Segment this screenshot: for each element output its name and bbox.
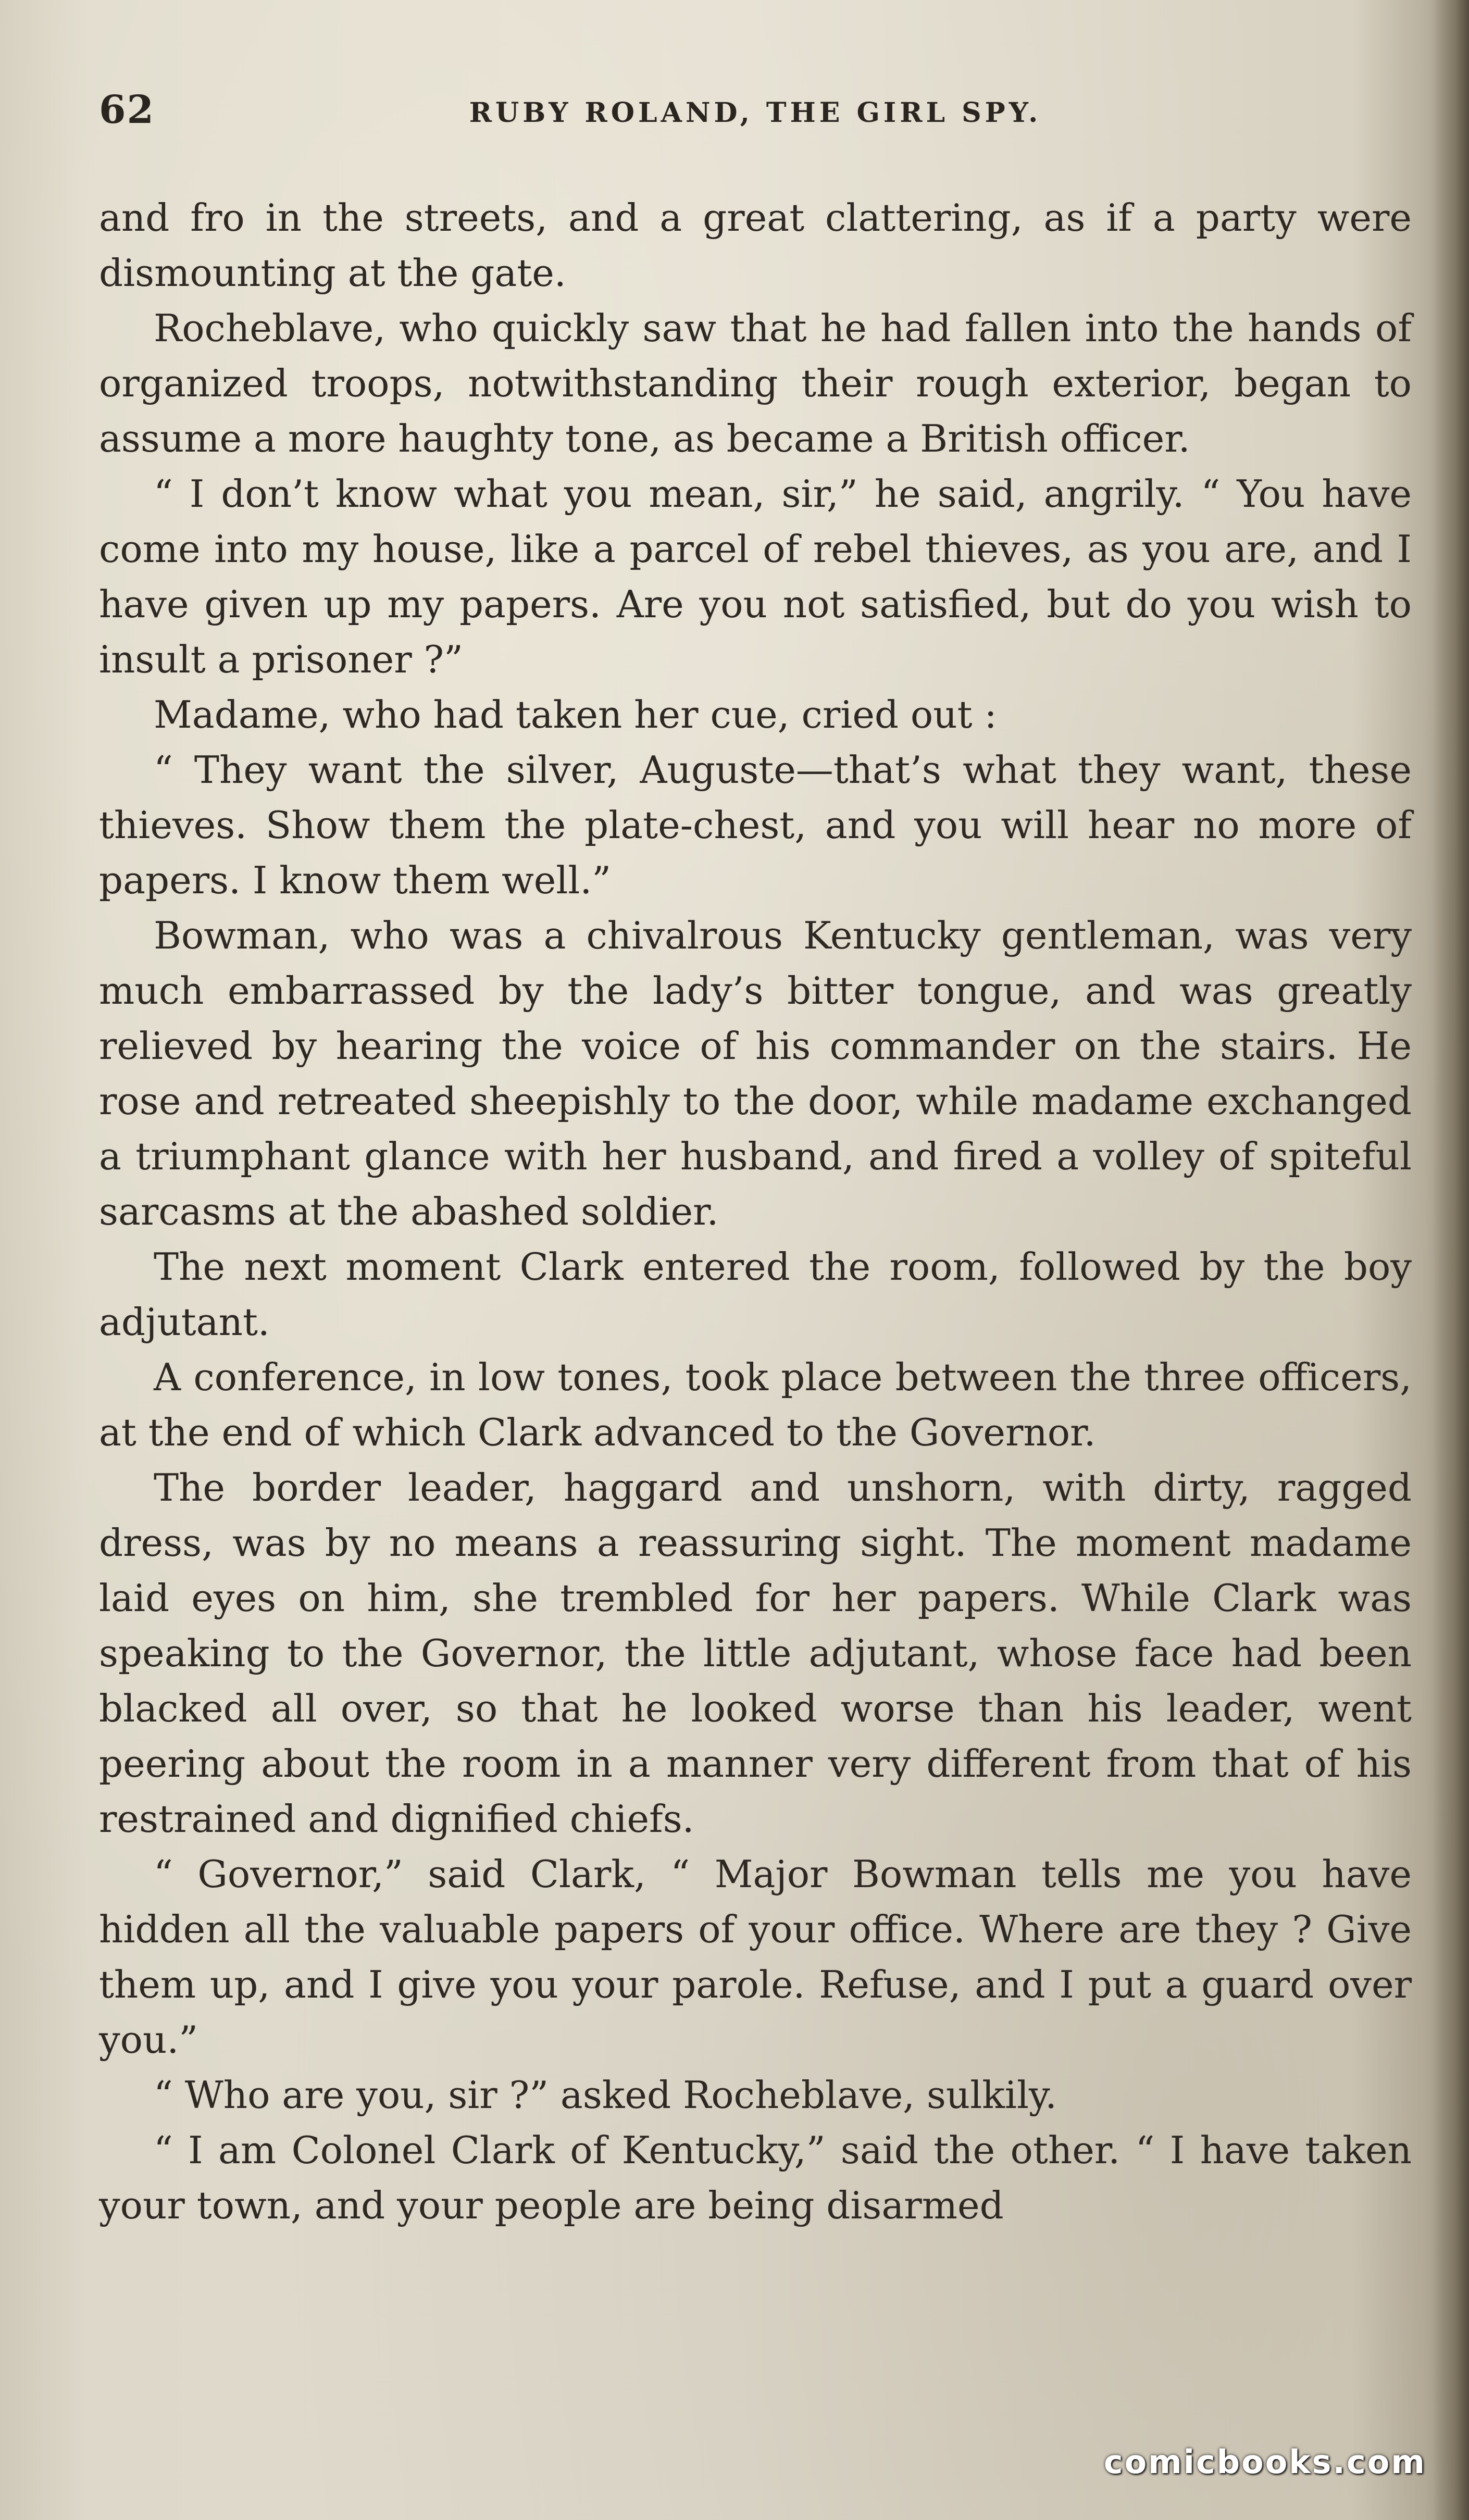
running-head: RUBY ROLAND, THE GIRL SPY. xyxy=(469,97,1042,129)
page-number: 62 xyxy=(99,88,155,132)
paragraph: “ I don’t know what you mean, sir,” he said, angrily. “ You have come into my house, like a parcel of rebel thieves, as you are, and I have given up my papers. Are you not satisfied, but do you wish to insult a prisoner ?” xyxy=(99,472,1412,681)
paragraph: and fro in the streets, and a great clattering, as if a party were dismounting at the gate. xyxy=(99,196,1412,295)
paragraph: Madame, who had taken her cue, cried out : xyxy=(154,693,997,737)
paragraph: “ They want the silver, Auguste—that’s what they want, these thieves. Show them the plate-chest, and you will hear no more of papers. I know them well.” xyxy=(99,748,1412,902)
paragraph: Bowman, who was a chivalrous Kentucky gentleman, was very much embarrassed by the lady’s bitter tongue, and was greatly relieved by hearing the voice of his commander on the stairs. He rose and retreated sheepishly to the door, while madame exchanged a triumphant glance with her husband, and fired a volley of spiteful sarcasms at the abashed soldier. xyxy=(99,914,1412,1233)
watermark: comicbooks.com xyxy=(1103,2443,1426,2481)
page-header xyxy=(99,88,1412,145)
paragraph: The border leader, haggard and unshorn, with dirty, ragged dress, was by no means a reassuring sight. The moment madame laid eyes on him, she trembled for her papers. While Clark was speaking to the Governor, the little adjutant, whose face had been blacked all over, so that he looked worse than his leader, went peering about the room in a manner very different from that of his restrained and dignified chiefs. xyxy=(99,1466,1412,1841)
body-text xyxy=(99,190,1412,2233)
paragraph: “ I am Colonel Clark of Kentucky,” said the other. “ I have taken your town, and your people are being disarmed xyxy=(99,2128,1412,2227)
paragraph: A conference, in low tones, took place between the three officers, at the end of which Clark advanced to the Governor. xyxy=(99,1355,1412,1454)
paragraph: Rocheblave, who quickly saw that he had fallen into the hands of organized troops, notwithstanding their rough exterior, began to assume a more haughty tone, as became a British officer. xyxy=(99,306,1412,460)
paragraph: “ Governor,” said Clark, “ Major Bowman tells me you have hidden all the valuable papers of your office. Where are they ? Give them up, and I give you your parole. Refuse, and I put a guard over you.” xyxy=(99,1852,1412,2062)
page-gutter-shadow xyxy=(1433,0,1469,2520)
paragraph: “ Who are you, sir ?” asked Rocheblave, sulkily. xyxy=(154,2073,1057,2117)
paragraph: The next moment Clark entered the room, followed by the boy adjutant. xyxy=(99,1245,1412,1344)
